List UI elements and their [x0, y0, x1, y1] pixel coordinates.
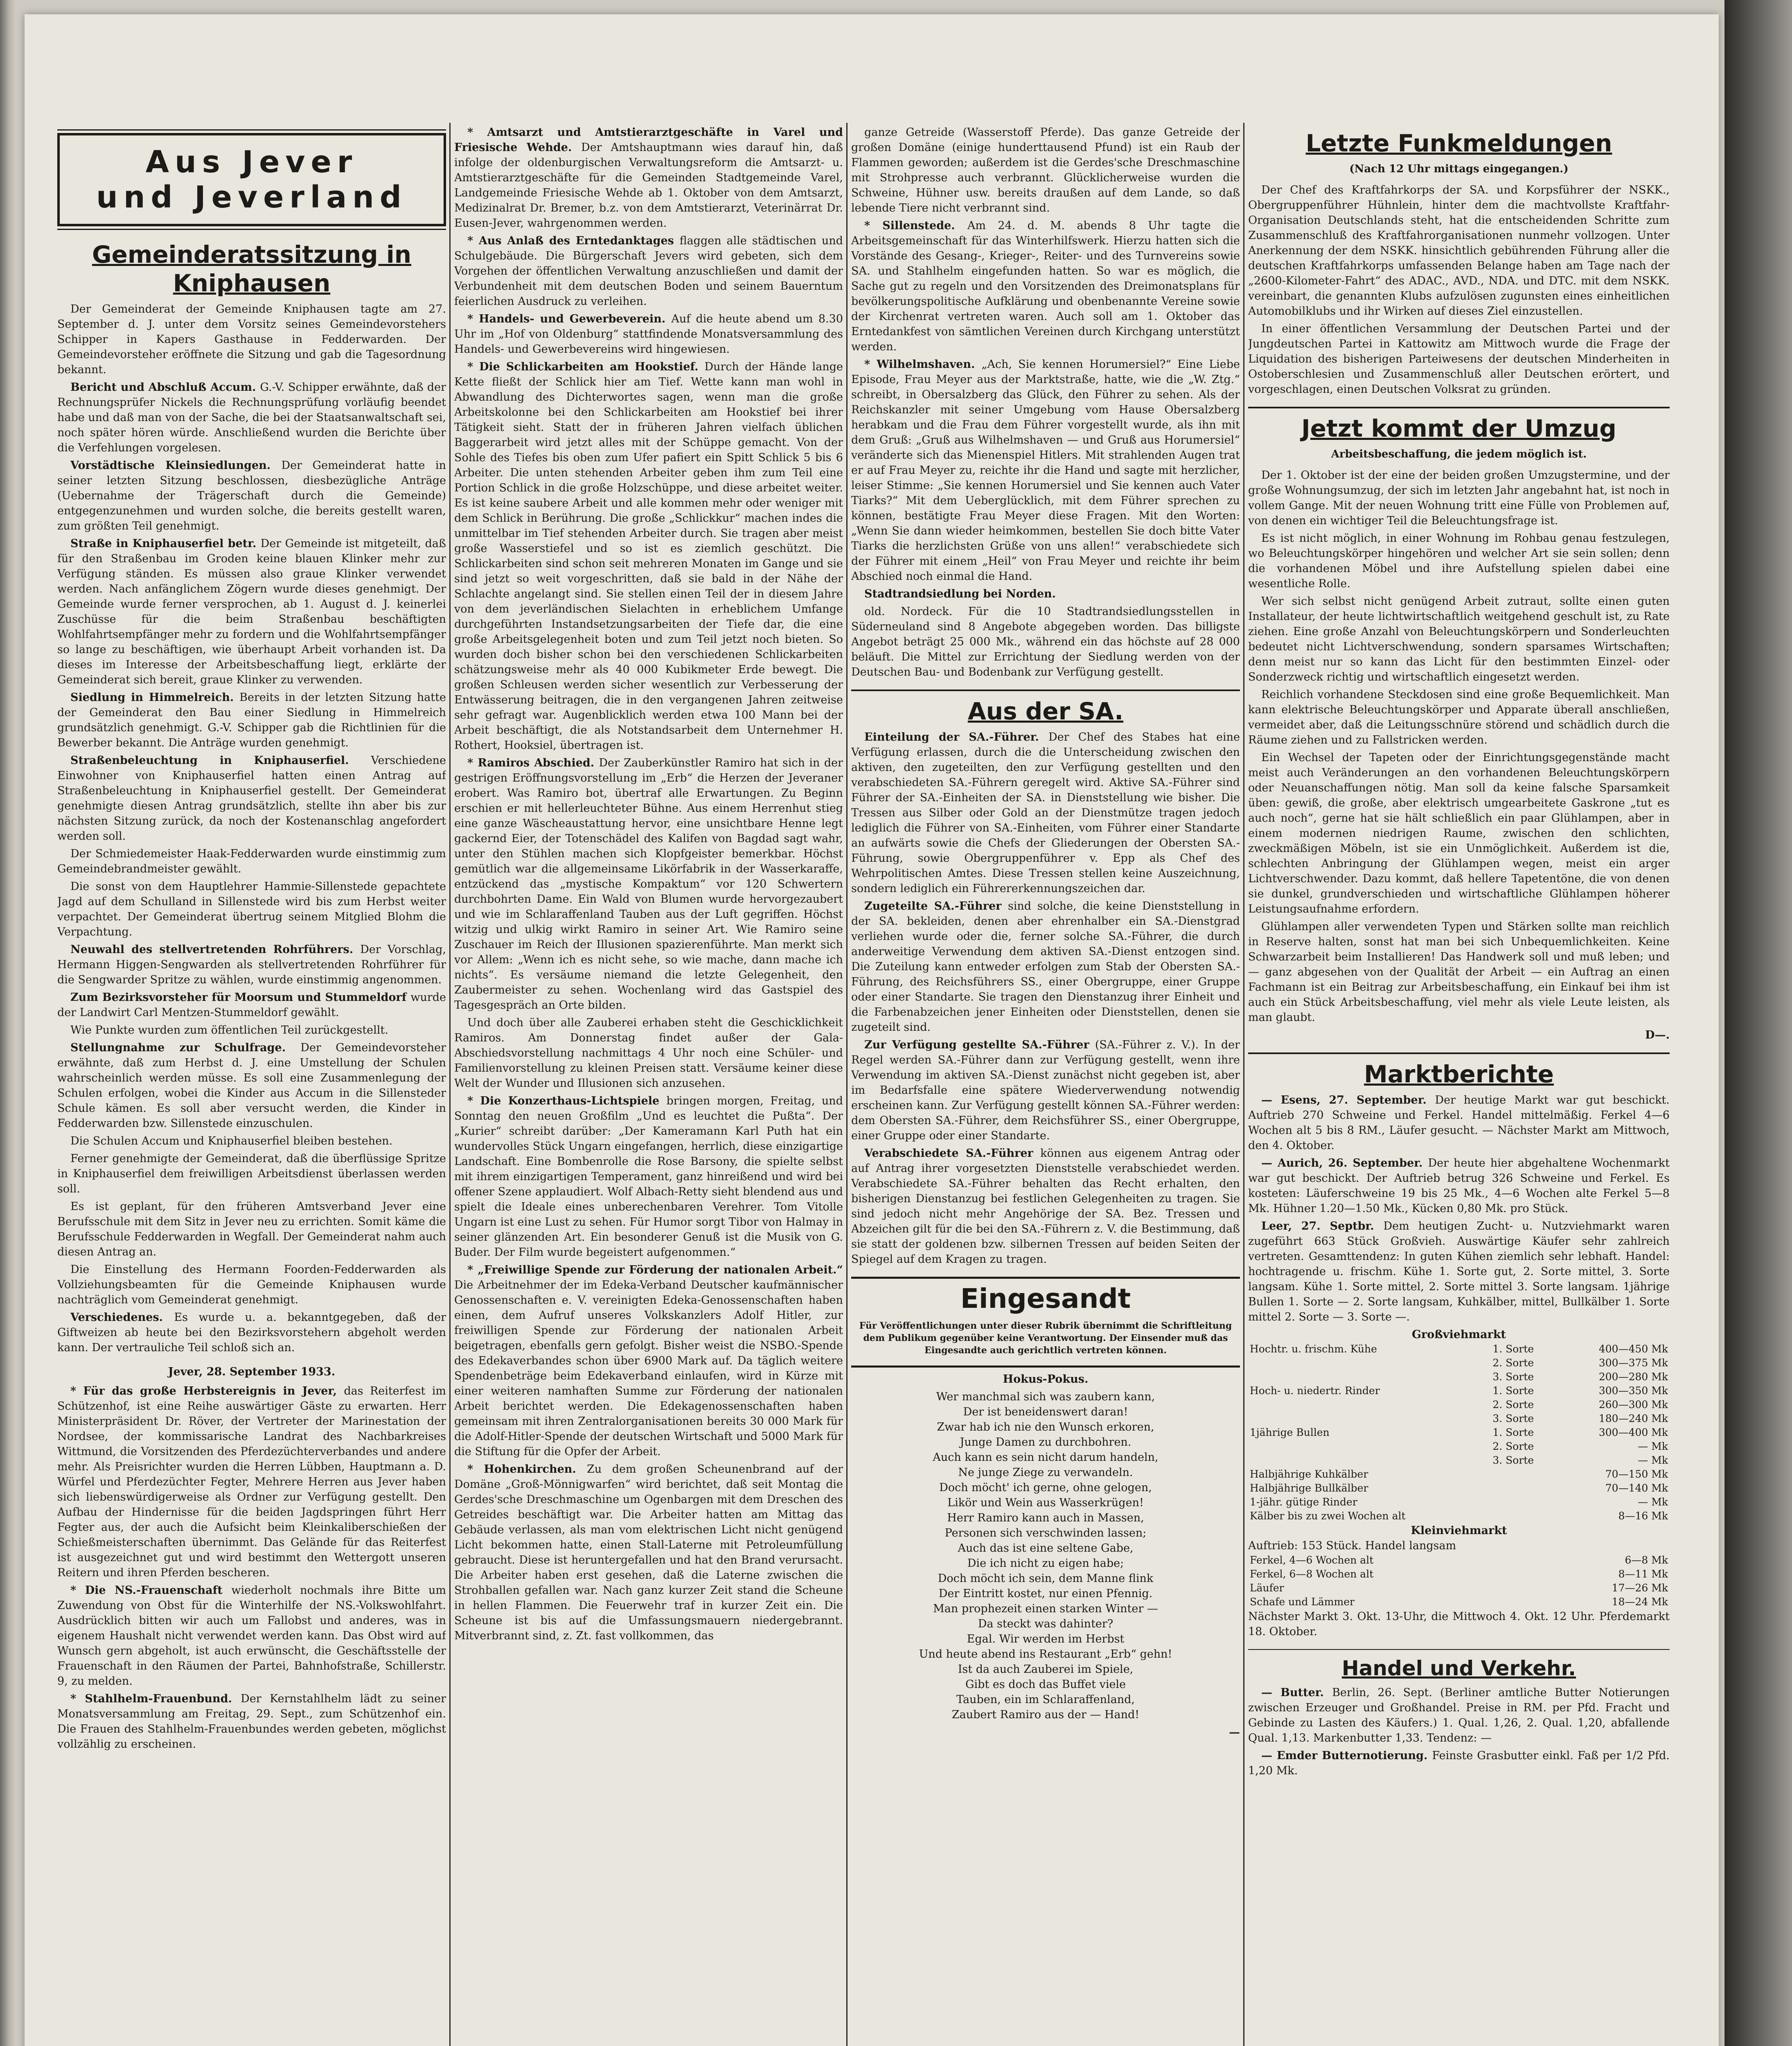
paragraph-text: old. Nordeck. Für die 10 Stadtrandsiedlungsstellen in Süderneuland sind 8 Angebote abgegeben worden. Das billigste Angebot beträgt 25 000 Mk., während ein das höchste auf 28 000 beläuft. Die Mittel zur Errichtung der Siedlung werden von der Deutschen Bau- und Bodenbank zur Verfügung gestellt. [851, 605, 1240, 678]
table-row [1248, 1356, 1670, 1370]
paragraph-text: Wie Punkte wurden zum öffentlichen Teil zurückgestellt. [70, 1024, 388, 1037]
paragraph [454, 1462, 843, 1643]
paragraph-kicker: Bericht und Abschluß Accum. [70, 381, 260, 394]
cattle-price-table [1248, 1342, 1670, 1523]
paragraph [454, 125, 843, 231]
table-cell: 300—400 Mk [1598, 1426, 1668, 1438]
paragraph-kicker: Neuwahl des stellvertretenden Rohrführers. [70, 943, 361, 956]
table-cell: — Mk [1638, 1440, 1668, 1452]
paragraph-text: Bereits in der letzten Sitzung hatte der Gemeinderat den Bau einer Siedlung in Himmelreich grundsätzlich genehmigt. G.-V. Schipper gab die Richtlinien für die Bewerber bekannt. Die Anträge wurden genehmigt. [57, 691, 446, 749]
paragraph [57, 1262, 446, 1307]
poem-line: Tauben, ein im Schlaraffenland, [956, 1693, 1135, 1706]
section-rule [1248, 1052, 1670, 1054]
letters-disclaimer: Für Veröffentlichungen unter dieser Rubrik übernimmt die Schriftleitung dem Publikum gegenüber keine Verantwortung. Der Einsender muß das Eingesandte auch gerichtlich vertreten können. [859, 1320, 1232, 1356]
paragraph-text: Es wurde u. a. bekanntgegeben, daß der Giftweizen ab heute bei den Bezirksvorstehern abgeholt werden kann. Der vertrauliche Teil schloß sich an. [57, 1311, 446, 1354]
poem-line: Man prophezeit einen starken Winter — [933, 1602, 1158, 1615]
table-row [1248, 1467, 1670, 1481]
table-row [1248, 1342, 1670, 1356]
table-cell: 3. Sorte [1492, 1454, 1534, 1466]
table-cell [1248, 1440, 1491, 1453]
paragraph [851, 218, 1240, 354]
paragraph-kicker: * Für das große Herbstereignis in Jever, [70, 1385, 344, 1397]
poem-signature: — [1229, 1726, 1240, 1739]
paragraph [851, 357, 1240, 584]
intro-paragraph: Der Gemeinderat der Gemeinde Kniphausen tagte am 27. September d. J. unter dem Vorsitz seines Gemeindevorstehers Schipper in Kapers Gasthause in Fedderwarden. Der Gemeindevorsteher eröffnete die Sitzung und gab die Tagesordnung bekannt. [57, 303, 446, 376]
paragraph [1248, 1156, 1670, 1216]
paragraph-kicker: * „Freiwillige Spende zur Förderung der nationalen Arbeit.“ [467, 1264, 843, 1276]
paragraph-text: Der Schmiedemeister Haak-Fedderwarden wurde einstimmig zum Gemeindebrandmeister gewählt. [57, 847, 446, 875]
paragraph-text: Die sonst von dem Hauptlehrer Hammie-Sillenstede gepachtete Jagd auf dem Schulland in Sillenstede wird bis zum Herbst weiter verpachtet. Der Gemeinderat übertrug seinem Mitglied Blohm die Verpachtung. [57, 880, 446, 938]
table-row [1248, 1370, 1670, 1384]
poem-line: Da steckt was dahinter? [978, 1618, 1114, 1630]
dateline: Jever, 28. September 1933. [168, 1366, 336, 1378]
table-cell: 260—300 Mk [1598, 1399, 1668, 1411]
paragraph-text: wiederholt nochmals ihre Bitte um Zuwendung von Obst für die Winterhilfe der NS.-Volkswohlfahrt. Ausdrücklich bitten wir auch um Fallobst und anderes, was in eigenem Haushalt nicht verwendet werden kann. Das Obst wird auf Wunsch gern abgeholt, ist auch erwünscht, die Geschäftsstelle der Frauenschaft in den Räumen der Partei, Bahnhofstraße, Schillerstr. 9, zu melden. [57, 1584, 446, 1688]
paragraph: Glühlampen aller verwendeten Typen und Stärken sollte man reichlich in Reserve halten, sonst hat man bei sich Unbequemlichkeiten. Keine Schwarzarbeit beim Installieren! Das Handwerk soll und muß leben; und — ganz abgesehen von der Qualität der Arbeit — ein Auftrag an einen Fachmann ist ein Beitrag zur Arbeitsbeschaffung, ein Einkauf bei ihm ist auch ein Stück Arbeitsbeschaffung, viel mehr als viele Leute leisten, als man glaubt. [1248, 920, 1670, 1024]
table-cell [1248, 1412, 1491, 1426]
poem-line: Egal. Wir werden im Herbst [967, 1633, 1125, 1645]
paragraph: In einer öffentlichen Versammlung der Deutschen Partei und der Jungdeutschen Partei in Kattowitz am Mittwoch wurde die Frage der Liquidation des bisherigen Parteiwesens der deutschen Minderheiten in Ostoberschlesien und Zusammenschluß aller Deutschen erörtert, und vorgeschlagen, einen Deutschen Volksrat zu gründen. [1248, 322, 1670, 396]
paragraph-kicker: Stellungnahme zur Schulfrage. [70, 1041, 301, 1054]
table-cell: 200—280 Mk [1598, 1371, 1668, 1383]
paragraph-kicker: * Die Konzerthaus-Lichtspiele [467, 1095, 667, 1107]
table-cell: Halbjährige Bullkälber [1250, 1482, 1368, 1494]
radio-news [1248, 183, 1670, 397]
table-row [1248, 1481, 1670, 1495]
table-cell: 1-jähr. gütige Rinder [1250, 1496, 1357, 1508]
small-livestock-table [1248, 1553, 1670, 1609]
paragraph-kicker: Einteilung der SA.-Führer. [864, 731, 1048, 744]
paragraph: Der Chef des Kraftfahrkorps der SA. und Korpsführer der NSKK., Obergruppenführer Hühnlein, hinter dem die machtvollste Kraftfahr-Organisation Deutschlands steht, hat die entscheidenden Schritte zum Zusammenschluß des Kraftfahrorganisationen nunmehr vollzogen. Unter Anerkennung der dem NSKK. hinsichtlich gebührenden Führung aller die deutschen Kraftfahrkorps umfassenden Belange haben am Tage nach der „2600-Kilometer-Fahrt“ des ADAC., AVD., NDA. und DTC. mit dem NSKK. vereinbart, die genannten Klubs aufzulösen zugunsten eines einheitlichen Automobilklubs und ihr Wirken auf dieses Ziel einzustellen. [1248, 184, 1670, 318]
paragraph-kicker: * Wilhelmshaven. [864, 358, 982, 371]
paragraph-kicker: — Emder Butternotierung. [1261, 1749, 1432, 1762]
paragraph [851, 604, 1240, 680]
poem-line: Personen sich verschwinden lassen; [944, 1527, 1147, 1539]
table-cell: Schafe und Lämmer [1250, 1596, 1355, 1608]
table-cell: Hoch- u. niedertr. Rinder [1250, 1385, 1380, 1397]
paragraph-text: flaggen alle städtischen und Schulgebäude. Die Bürgerschaft Jevers wird gebeten, sich dem Vorgehen der öffentlichen Verwaltung anzuschließen und damit der Verbundenheit mit dem deutschen Boden und seinem Bauerntum feierlichen Ausdruck zu verleihen. [454, 234, 843, 308]
paragraph-kicker: Verschiedenes. [70, 1311, 174, 1324]
section-rule [1248, 1649, 1670, 1650]
table-cell: 180—240 Mk [1598, 1413, 1668, 1424]
paragraph-kicker: * Hohenkirchen. [467, 1463, 587, 1476]
paragraph-text: Dem heutigen Zucht- u. Nutzviehmarkt waren zugeführt 663 Stück Großvieh. Auswärtige Käufer sehr zahlreich vertreten. Gesamttendenz: In guten Kühen ziemlich sehr lebhaft. Handel: hochtragende u. frischm. Kühe 1. Sorte gut, 2. Sorte mittel, 3. Sorte langsam. Kühe 1. Sorte mittel, 2. Sorte mittel 3. Sorte langsam. 1jährige Bullen 1. Sorte — 2. Sorte langsam, Kuhkälber, mittel, Bullkälber 1. Sorte mittel 2. Sorte — 3. Sorte —. [1248, 1220, 1670, 1323]
paragraph [57, 1199, 446, 1260]
paragraph-kicker: Verabschiedete SA.-Führer [864, 1147, 1041, 1160]
table-cell: — Mk [1638, 1496, 1668, 1508]
paragraph [57, 1583, 446, 1689]
paragraph [1248, 1685, 1670, 1746]
paragraph-text: Die Einstellung des Hermann Foorden-Fedderwarden als Vollziehungsbeamten für die Gemeinde Kniphausen wurde nachträglich vom Gemeinderat genehmigt. [57, 1263, 446, 1306]
paragraph [454, 1093, 843, 1260]
market-note: Nächster Markt 3. Okt. 13-Uhr, die Mittwoch 4. Okt. 12 Uhr. Pferdemarkt 18. Oktober. [1248, 1610, 1670, 1638]
box-title-line: und Jeverland [96, 180, 407, 215]
poem-line: Ne junge Ziege zu verwandeln. [958, 1466, 1133, 1479]
table-cell: 2. Sorte [1492, 1399, 1534, 1411]
paragraph-kicker: * Aus Anlaß des Erntedanktages [467, 234, 680, 247]
section-headline: Jetzt kommt der Umzug [1301, 415, 1616, 442]
paragraph [1248, 1093, 1670, 1153]
paragraph-kicker: Siedlung in Himmelreich. [70, 691, 240, 704]
paragraph-kicker: Stadtrandsiedlung bei Norden. [864, 588, 1056, 600]
table-cell: 17—26 Mk [1612, 1582, 1668, 1594]
paragraph [57, 1384, 446, 1580]
paragraph: Reichlich vorhandene Steckdosen sind eine große Bequemlichkeit. Man kann elektrische Beleuchtungskörper und Apparate überall anschließen, vermeidet aber, daß die Leitungsschnüre störend und schädlich durch die Räume ziehen und zu Fallstricken werden. [1248, 688, 1670, 746]
table-cell: Kälber bis zu zwei Wochen alt [1250, 1510, 1406, 1522]
poem-line: Herr Ramiro kann auch in Massen, [947, 1512, 1144, 1524]
local-news [454, 125, 843, 1643]
table-cell: 70—150 Mk [1605, 1468, 1668, 1480]
table-cell [1248, 1356, 1491, 1370]
paragraph-kicker: Straßenbeleuchtung in Kniphauserfiel. [70, 754, 371, 767]
poem-title: Hokus-Pokus. [1003, 1373, 1089, 1386]
table-row [1248, 1553, 1670, 1567]
article-body [57, 380, 446, 1355]
paragraph [57, 1040, 446, 1131]
paragraph-text: bringen morgen, Freitag, und Sonntag den neuen Großfilm „Und es leuchtet die Pußta“. Der „Kurier“ schreibt darüber: „Der Kameramann Karl Puth hat ein wundervolles Stück Ungarn eingefangen, herrlich, diese einzigartige Landschaft. Eine Bombenrolle die Rose Barsony, die spielte selbst mit ihrem einzigartigen Temperament, ganz hinreißend und wird bei offener Szene applaudiert. Wolf Albach-Retty sieht blendend aus und spielt die Ideale eines unberechenbaren Verehrer. Tom Vitolle Ungarn ist eine Lust zu sehen. Für Humor sorgt Tibor von Halmay in seiner glänzenden Art. Ein besonderer Genuß ist die Musik von G. Buder. Der Film wurde begeistert aufgenommen.“ [454, 1095, 843, 1259]
poem-line: Doch möcht ich sein, dem Manne flink [938, 1572, 1154, 1585]
market-table-intro: Auftrieb: 153 Stück. Handel langsam [1248, 1539, 1456, 1552]
paragraph-kicker: Zur Verfügung gestellte SA.-Führer [864, 1039, 1095, 1051]
paragraph: Es ist nicht möglich, in einer Wohnung im Rohbau genau festzulegen, wo Beleuchtungskörper hingehören und welcher Art sie sein sollen; denn die vorhandenen Möbel und ihre Aufstellung spielen dabei eine wesentliche Rolle. [1248, 532, 1670, 590]
paragraph-text: Der Gemeinde ist mitgeteilt, daß für den Straßenbau im Groden keine blauen Klinker mehr zur Verfügung ständen. Es müssen also graue Klinker verwendet werden. Nach anfänglichem Zögern wurde dieses genehmigt. Der Gemeinde wurde ferner versprochen, ab 1. August d. J. keinerlei Zuschüsse für die beim Straßenbau beschäftigten Wohlfahrtsempfänger mehr zu fordern und die Wohlfahrtsempfänger so lange zu beschäftigen, wie überhaupt Arbeit vorhanden ist. Da dieses im Interesse der Arbeitsbeschaffung liegt, erklärte der Gemeinderat sich bereit, graue Klinker zu verwenden. [57, 537, 446, 686]
paragraph-kicker: * Ramiros Abschied. [467, 757, 599, 769]
paragraph-text: können aus eigenem Antrag oder auf Antrag ihrer vorgesetzten Dienststelle verabschiedet werden. Verabschiedete SA.-Führer behalten das Recht erhalten, den bisherigen Dienstanzug bei festlichen Gelegenheiten zu tragen. Sie sind jedoch nicht mehr Angehörige der SA. Bez. Tressen und Abzeichen gilt für die bei den SA.-Führern z. V. die Bestimmung, daß sie statt der goldenen bzw. silbernen Tressen auf beiden Seiten der Spiegel auf dem Kragen zu tragen. [851, 1147, 1240, 1266]
poem-line: Junge Damen zu durchbohren. [960, 1436, 1132, 1449]
table-cell: 70—140 Mk [1605, 1482, 1668, 1494]
paragraph [57, 990, 446, 1020]
table-cell: Ferkel, 6—8 Wochen alt [1250, 1568, 1374, 1580]
paragraph-text: Der Gemeinderat hatte in seiner letzten Sitzung beschlossen, diesbezügliche Anträge (Uebernahme der Trägerschaft durch die Gemeinde) entgegenzunehmen und wurden solche, die bereits gestellt waren, zum größten Teil genehmigt. [57, 459, 446, 532]
trade-reports [1248, 1685, 1670, 1778]
table-row [1248, 1581, 1670, 1595]
poem-line: Auch kann es sein nicht darum handeln, [933, 1451, 1159, 1464]
paragraph [57, 1151, 446, 1197]
paragraph-text: Feinste Grasbutter einkl. Faß per 1/2 Pfd. 1,20 Mk. [1248, 1749, 1670, 1777]
paragraph-text: ganze Getreide (Wasserstoff Pferde). Das ganze Getreide der großen Domäne (einige hunderttausend Pfund) ist ein Raub der Flammen geworden; außerdem ist die Gerdes'sche Dreschmaschine mit Strohpresse auch verbrannt. Glücklicherweise wurden die Schweine, Hühner usw. bereits draußen auf dem Lande, so daß lebende Tiere nicht verbrannt sind. [851, 126, 1240, 214]
table-cell: Halbjährige Kuhkälber [1250, 1468, 1368, 1480]
paragraph-kicker: — Butter. [1261, 1686, 1332, 1699]
table-cell: Läufer [1250, 1582, 1284, 1594]
poem-line: Likör und Wein aus Wasserkrügen! [947, 1496, 1144, 1509]
table-cell: Ferkel, 4—6 Wochen alt [1250, 1554, 1374, 1566]
table-cell [1491, 1467, 1559, 1481]
paragraph-text: sind solche, die keine Dienststellung in der SA. bekleiden, denen aber ehrenhalber ein SA.-Dienstgrad verliehen wurde oder die, ferner solche SA.-Führer, die durch anderweitige Verwendung dem aktiven SA.-Dienst entzogen sind. Die Zuteilung kann entweder erfolgen zum Stab der Obersten SA.-Führung, des Reichsführers SS., einer Obergruppe, einer Gruppe oder einer Standarte. Sie tragen den Dienstanzug ihrer Einheit und die Farbenabzeichen jener Einheiten oder Dienststellen, denen sie zugeteilt sind. [851, 900, 1240, 1034]
poem [851, 1389, 1240, 1722]
section-subheadline: Arbeitsbeschaffung, die jedem möglich ist. [1331, 448, 1587, 460]
table-cell: 2. Sorte [1492, 1440, 1534, 1452]
poem-line: Und heute abend ins Restaurant „Erb“ gehn! [919, 1648, 1172, 1661]
paragraph-text: Der Zauberkünstler Ramiro hat sich in der gestrigen Eröffnungsvorstellung im „Erb“ die Herzen der Jeveraner erobert. Was Ramiro bot, übertraf alle Erwartungen. Zu Beginn erschien er mit hellerleuchteter Bühne. Aus einem Herrenhut stieg eine ganze Wäscheaustattung hervor, eine unsichtbare Henne legt gackernd Eier, der Totenschädel des Kalifen von Bagdad sagt wahr, unter den Stühlen machen sich Klopfgeister bemerkbar. Höchst gemütlich war die allgemeinsame Likörfabrik in der Wasserkaraffe, entzückend das „mystische Kompaktum“ vor 120 Schwertern durchbohrten Dame. Ein Wald von Blumen wurde hervorgezaubert und wie im Schlaraffenland Tauben aus der Luft gegriffen. Höchst witzig und ulkig wirkt Ramiro in seiner Art. Wie Ramiro seine Zuschauer im Reich der Illusionen spazierenführte. Man merkt sich vor Allem: „Wenn ich es nicht sehe, so wie mache, dann mache ich nichts“. Es versäume niemand die letzte Gelegenheit, den Zaubermeister zu sehen. Wochenlang wird das Gastspiel des Tagesgespräch an Orte bilden. [454, 757, 843, 1012]
table-cell: Hochtr. u. frischm. Kühe [1250, 1343, 1377, 1355]
paragraph [454, 1015, 843, 1091]
paragraph-text: Die Schulen Accum und Kniphauserfiel bleiben bestehen. [70, 1135, 393, 1147]
poem-line: Der Eintritt kostet, nur einen Pfennig. [938, 1587, 1153, 1600]
book-binding [0, 0, 16, 2046]
table-cell: 3. Sorte [1492, 1371, 1534, 1383]
poem-line: Gibt es doch das Buffet viele [965, 1678, 1126, 1691]
headline: Gemeinderatssitzung in Kniphausen [92, 241, 412, 297]
paragraph-text: Ferner genehmigte der Gemeinderat, daß die überflüssige Spritze in Kniphauserfiel dem freiwilligen Arbeitsdienst überlassen werden soll. [57, 1152, 446, 1195]
poem-line: Zaubert Ramiro aus der — Hand! [951, 1708, 1140, 1721]
paragraph [57, 1310, 446, 1355]
table-cell: 18—24 Mk [1612, 1596, 1668, 1608]
section-subheadline: (Nach 12 Uhr mittags eingegangen.) [1349, 163, 1569, 175]
table-cell: 1. Sorte [1492, 1426, 1534, 1438]
table-cell: 8—16 Mk [1618, 1510, 1668, 1522]
paragraph-text: Und doch über alle Zauberei erhaben steht die Geschicklichkeit Ramiros. Am Donnerstag findet außer der Gala-Abschiedsvorstellung nachmittags 4 Uhr noch eine Schüler- und Familienvorstellung zu kleinen Preisen statt. Versäume keiner diese Welt der Wunder und Illusionen sich anzusehen. [454, 1016, 843, 1090]
paragraph [57, 690, 446, 750]
poem-line: Wer manchmal sich was zaubern kann, [936, 1390, 1155, 1403]
paragraph [851, 1146, 1240, 1267]
table-cell [1248, 1398, 1491, 1412]
paragraph [851, 730, 1240, 896]
poem-line: Auch das ist eine seltene Gabe, [958, 1542, 1134, 1555]
paragraph-kicker: * Stahlhelm-Frauenbund. [70, 1692, 241, 1705]
section-rule [1248, 407, 1670, 408]
paragraph-kicker: * Sillenstede. [864, 219, 967, 232]
table-cell: 6—8 Mk [1625, 1554, 1668, 1566]
paragraph-kicker: * Die Schlickarbeiten am Hookstief. [467, 361, 705, 373]
column-4 [1248, 125, 1670, 2046]
table-row [1248, 1412, 1670, 1426]
paragraph [1248, 1219, 1670, 1325]
poem-line: Der ist beneidenswert daran! [963, 1406, 1128, 1418]
table-row [1248, 1384, 1670, 1398]
paragraph-text: Der Gemeindevorsteher erwähnte, daß zum Herbst d. J. eine Umstellung der Schulen wahrscheinlich werden müsse. Es soll eine Zusammenlegung der Schulen erfolgen, wobei die Kinder aus Accum in die Sillensteder Schule kämen. Es soll aber versucht werden, die Kinder in Fedderwarden bzw. Sillenstede einzuschulen. [57, 1041, 446, 1130]
paragraph-text: das Reiterfest im Schützenhof, ist eine Reihe auswärtiger Gäste zu erwarten. Herr Ministerpräsident Dr. Röver, der Vertreter der Marinestation der Nordsee, der kommissarische Landrat des Nachbarkreises Wittmund, die Vorsitzenden des Pferdezüchterverbandes und andere mehr. Als Preisrichter wurden die Herren Lübben, Hauptmann a. D. Würfel und Pferdezüchter Fegter, Mehrere Herren aus Jever haben sich liebenswürdigerweise als Ordner zur Verfügung gestellt. Den Aufbau der Hindernisse für die beiden Jagdspringen führt Herr Fegter aus, der auch die Aufsicht beim Kleinkaliberschießen der Schießmeisterschaften übernimmt. Das Gelände für das Reiterfest ist ausgezeichnet gut und wird bestimmt den Wettergott unseren Reitern und ihren Pferden bescheren. [57, 1385, 446, 1579]
paragraph [57, 1691, 446, 1752]
paragraph-text: Die Arbeitnehmer der im Edeka-Verband Deutscher kaufmännischer Genossenschaften e. V. vereinigten Edeka-Genossenschaften haben einen, dem Aufruf unseres Volkskanzlers Adolf Hitler, zur freiwilligen Spende zur Förderung der nationalen Arbeit beigetragen, ebenfalls gern gefolgt. Bisher weist die NSBO.-Spende des Edekaverbandes schon über 6900 Mark auf. Da täglich weitere Spendenbeträge beim Edekaverband einlaufen, wird in Kürze mit einer weiteren namhaften Summe zur Förderung der nationalen Arbeit berichtet werden. Die Edekagenossenschaften haben gemeinsam mit ihren Zentralorganisationen bereits 30 000 Mark für die Adolf-Hitler-Spende der deutschen Wirtschaft und 5000 Mark für die Stiftung für die Opfer der Arbeit. [454, 1279, 843, 1458]
section-box-title [57, 133, 446, 226]
paragraph [57, 753, 446, 844]
paragraph-text: wurde der Landwirt Carl Mentzen-Stummeldorf gewählt. [57, 991, 446, 1019]
table-row [1248, 1440, 1670, 1453]
paragraph [851, 586, 1240, 602]
paragraph-text: Am 24. d. M. abends 8 Uhr tagte die Arbeitsgemeinschaft für das Winterhilfswerk. Hierzu hatten sich die Vorstände des Gesang-, Krieger-, Reiter- und des Turnvereins sowie SA. und Stahlhelm eingefunden hatten. So war es möglich, die Sache gut zu regeln und den Vorsitzenden des Dreimonatsplans für bevölkerungspolitische Aufklärung und obenbenannte Vereine sowie der Kirchenrat vertreten waren. Auch soll am 1. Oktober das Erntedankfest von sämtlichen Vereinen durch Kirchgang unterstützt werden. [851, 219, 1240, 353]
column-rule [846, 123, 848, 2046]
section-headline: Letzte Funkmeldungen [1305, 129, 1612, 157]
article-body [1248, 468, 1670, 1025]
paragraph-kicker: Zum Bezirksvorsteher für Moorsum und Stummeldorf [70, 991, 411, 1004]
market-table-title: Kleinviehmarkt [1411, 1524, 1507, 1537]
paragraph [454, 311, 843, 357]
page-edge [1724, 0, 1792, 2046]
local-news [57, 1384, 446, 1752]
table-cell: 1. Sorte [1492, 1343, 1534, 1355]
paragraph-kicker: — Aurich, 26. September. [1261, 1157, 1428, 1169]
paragraph-text: G.-V. Schipper erwähnte, daß der Rechnungsprüfer Nickels die Rechnungsprüfung vorläufig beendet habe und daß man von der Sache, die bei der Staatsanwaltschaft sei, noch später hören würde. Anschließend wurden die Berichte über die Verfehlungen vorgelesen. [57, 381, 446, 454]
market-table-title: Großviehmarkt [1411, 1328, 1506, 1341]
paragraph [57, 458, 446, 534]
paragraph-kicker: * Die NS.-Frauenschaft [70, 1584, 232, 1597]
paragraph-text: Der heutige Markt war gut beschickt. Auftrieb 270 Schweine und Ferkel. Handel mittelmäßig. Ferkel 4—6 Wochen alt 5 bis 8 RM., Läufer gesucht. — Nächster Markt am Mittwoch, den 4. Oktober. [1248, 1094, 1670, 1152]
section-headline: Aus der SA. [967, 697, 1124, 725]
paragraph [57, 1133, 446, 1149]
paragraph-text: Der Kernstahlhelm lädt zu seiner Monatsversammlung am Freitag, 29. Sept., zum Schützenhof ein. Die Frauen des Stahlhelm-Frauenbundes werden gebeten, möglichst vollzählig zu erscheinen. [57, 1692, 446, 1751]
paragraph-text: Durch der Hände lange Kette fließt der Schlick hier am Tief. Wette kann man wohl in Abwandlung des Dichterwortes sagen, wenn man die große Arbeitskolonne bei den Schlickarbeiten am Hookstief bei ihrer Tätigkeit sieht. Statt der in früheren Jahren vielfach üblichen Baggerarbeit wird jetzt alles mit der Schüppe gemacht. Von der Sohle des Tiefes bis oben zum Ufer pafiert ein Spitt Schlick 5 bis 6 Arbeiter. Die unten stehenden Arbeiter geben ihm zum Teil eine Portion Schlick in die große Holzschüppe, und diese arbeitet weiter. Es ist keine saubere Arbeit und alle kommen mehr oder weniger mit dem Schlick in Berührung. Die große „Schlickkur“ machen indes die unmittelbar im Tief stehenden Arbeiter durch. Sie tragen aber meist große Wasserstiefel und so ist es ziemlich geschützt. Die Schlickarbeiten sind schon seit mehreren Monaten im Gange und sie sind jetzt so weit vorgeschritten, daß sie bald in der Nähe der Schlachte angelangt sind. Sie stellen einen Teil der in diesem Jahre von dem jeverländischen Sielachten in erheblichem Umfange durchgeführten Instandsetzungsarbeiten der Tiefe dar, die eine große Arbeitsgelegenheit boten und zum Teil jetzt noch bieten. So wurden doch bisher schon bei den verschiedenen Schlickarbeiten schätzungsweise mehr als 40 000 Kubikmeter Erde bewegt. Die großen Schleusen werden sicher wesentlich zur Verbesserung der Entwässerung beitragen, die in den vergangenen Jahren zeitweise sehr gefragt war. Augenblicklich werden etwa 100 Mann bei der Arbeit beschäftigt, die als Notstandsarbeit dem Unternehmer H. Rothert, Hooksiel, übertragen ist. [454, 361, 843, 752]
poem-line: Die ich nicht zu eigen habe; [967, 1557, 1124, 1570]
column-3 [851, 125, 1240, 2046]
paragraph-kicker: — Esens, 27. September. [1261, 1094, 1435, 1106]
article-signature: D—. [1645, 1029, 1670, 1041]
table-cell: 400—450 Mk [1598, 1343, 1668, 1355]
paragraph-text: Berlin, 26. Sept. (Berliner amtliche Butter Notierungen zwischen Erzeuger und Großhandel. Preise in RM. per Pfd. Fracht und Gebinde zu Lasten des Käufers.) 1. Qual. 1,26, 2. Qual. 1,20, abfallende Qual. 1,13. Markenbutter 1,33. Tendenz: — [1248, 1686, 1670, 1744]
paragraph-text: „Ach, Sie kennen Horumersiel?“ Eine Liebe Episode, Frau Meyer aus der Marktstraße, hatte, wie die „W. Ztg.“ schreibt, in Obersalzberg das Glück, den Führer zu sehen. Als der Reichskanzler mit seiner Umgebung vom Hause Obersalzberg herabkam und die Frau dem Führer vorgestellt wurde, als ihn mit dem Gruß: „Gruß aus Wilhelmshaven — und Gruß aus Horumersiel“ veränderte sich das Mienenspiel Hitlers. Mit strahlenden Augen trat er auf Frau Meyer zu, reichte ihr die Hand und sagte mit herzlicher, leiser Stimme: „Sie kennen Horumersiel und Sie kennen auch Vater Tiarks?“ Mit dem Ueberglücklich, mit dem Führer sprechen zu können, bestätigte Frau Meyer diese Fragen. Mit den Worten: „Wenn Sie dann wieder heimkommen, bestellen Sie doch bitte Vater Tiarks die herzlichsten Grüße von uns allen!“ verabschiedete sich der Führer mit einem „Heil“ von Frau Meyer und reichte ihr beim Abschied noch einmal die Hand. [851, 358, 1240, 583]
paragraph [454, 1262, 843, 1459]
paragraph-text: Verschiedene Einwohner von Kniphauserfiel hatten einen Antrag auf Straßenbeleuchtung in Kniphauserfiel gestellt. Der Gemeinderat genehmigte diesen Antrag grundsätzlich, stellte ihn aber bis zur nächsten Sitzung zurück, da noch der Kostenanschlag angefordert werden soll. [57, 754, 446, 843]
poem-line: Ist da auch Zauberei im Spiele, [958, 1663, 1134, 1676]
table-cell: 300—350 Mk [1598, 1385, 1668, 1397]
table-cell [1248, 1370, 1491, 1384]
paragraph [454, 359, 843, 753]
paragraph [57, 942, 446, 987]
paragraph [851, 1037, 1240, 1143]
paragraph [1248, 1748, 1670, 1778]
paragraph: Der 1. Oktober ist der eine der beiden großen Umzugstermine, und der große Wohnungsumzug, der sich im letzten Jahr angebahnt hat, ist noch in vollem Gange. Mit der neuen Wohnung tritt eine Fülle von Problemen auf, von denen ein wichtiger Teil die Beleuchtungsfrage ist. [1248, 469, 1670, 527]
table-row [1248, 1567, 1670, 1581]
paragraph-text: Der Amtshauptmann wies darauf hin, daß infolge der oldenburgischen Verwaltungsreform die Amtsarzt- u. Amtstierarztgeschäfte für die Gemeinden Stadtgemeinde Varel, Landgemeinde Friesische Wehde ab 1. Oktober von dem Amtsarzt, Medizinalrat Dr. Bremer, b.z. von dem Amtstierarzt, Veterinärrat Dr. Eusen-Jever, wahrgenommen werden. [454, 141, 843, 230]
section-headline: Handel und Verkehr. [1341, 1656, 1576, 1680]
paragraph [57, 846, 446, 877]
column-2 [454, 125, 843, 2046]
paragraph-text: Der heute hier abgehaltene Wochenmarkt war gut beschickt. Der Auftrieb betrug 326 Schweine und Ferkel. Es kosteten: Läuferschweine 19 bis 25 Mk., 4—6 Wochen alte Ferkel 5—8 Mk. Hühner 1.20—1.50 Mk., Kücken 0,80 Mk. pro Stück. [1248, 1157, 1670, 1215]
table-cell: 300—375 Mk [1598, 1357, 1668, 1369]
paragraph [57, 1023, 446, 1038]
market-reports [1248, 1093, 1670, 1325]
table-row [1248, 1426, 1670, 1440]
table-cell: — Mk [1638, 1454, 1668, 1466]
paragraph: Wer sich selbst nicht genügend Arbeit zutraut, sollte einen guten Installateur, der heute lichtwirtschaftlich weitgehend geschult ist, zu Rate ziehen. Eine große Anzahl von Beleuchtungskörpern und Sonderleuchten bedeutet nicht Lichtverschwendung, sondern sparsames Wirtschaften; denn meist nur so kann das Licht für den bestimmten Einzel- oder Sonderzweck richtig und wirtschaftlich eingesetzt werden. [1248, 595, 1670, 683]
paragraph-text: (SA.-Führer z. V.). In der Regel werden SA.-Führer dann zur Verfügung gestellt, wenn ihre Verwendung im aktiven SA.-Dienst zunächst nicht gegeben ist, aber im Bedarfsfalle eine spätere Wiederverwendung notwendig erscheinen kann. Zur Verfügung gestellt können SA.-Führer werden: dem Obersten SA.-Führer, dem Reichsführer SS., einer Obergruppe, einer Gruppe oder einer Standarte. [851, 1039, 1240, 1142]
paragraph [57, 536, 446, 687]
table-cell: 2. Sorte [1492, 1357, 1534, 1369]
paragraph-kicker: * Amtsarzt und Amtstierarztgeschäfte in Varel und Friesische Wehde. [454, 126, 843, 154]
paragraph-text: Der Vorschlag, Hermann Higgen-Sengwarden als stellvertretenden Rohrführer für die Sengwarder Spritze zu wählen, wurde einstimmig angenommen. [57, 943, 446, 986]
letters-section [851, 1277, 1240, 1368]
table-cell: 1jährige Bullen [1250, 1426, 1330, 1438]
table-cell [1248, 1453, 1491, 1467]
letters-title: Eingesandt [960, 1283, 1131, 1314]
paragraph [454, 233, 843, 309]
paragraph [57, 879, 446, 940]
paragraph-text: Zu dem großen Scheunenbrand auf der Domäne „Groß-Mönnigwarfen“ wird berichtet, daß seit Montag die Gerdes'sche Dreschmaschine um Ogenbargen mit dem Dreschen des Getreides beschäftigt war. Die Arbeiter hatten am Mittag das Gebäude verlassen, als man vom elektrischen Licht nicht genügend Licht bekommen hatte, einen Stall-Laterne mit Petroleumfüllung gebraucht. Diese ist heruntergefallen und hat den Brand verursacht. Die Arbeiter haben erst gesehen, daß die Laterne zwischen die Strohballen gefallen war. Nach ganz kurzer Zeit stand die Scheune in hellen Flammen. Die Feuerwehr traf in kurzer Zeit ein. Die Scheune ist bis auf die Umfassungsmauern niedergebrannt. Mitverbrannt sind, z. Zt. fast vollkommen, das [454, 1463, 843, 1642]
table-cell: 8—11 Mk [1618, 1568, 1668, 1580]
paragraph-kicker: Vorstädtische Kleinsiedlungen. [70, 459, 282, 472]
paragraph [454, 755, 843, 1013]
table-row [1248, 1509, 1670, 1523]
paragraph-text: Es ist geplant, für den früheren Amtsverband Jever eine Berufsschule mit dem Sitz in Jever neu zu errichten. Somit käme die Berufsschule Fedderwarden in Wegfall. Der Gemeinderat nahm auch diesen Antrag an. [57, 1200, 446, 1258]
table-cell: 1. Sorte [1492, 1385, 1534, 1397]
box-title-line: Aus Jever [145, 144, 358, 180]
paragraph [851, 125, 1240, 216]
local-news [851, 125, 1240, 680]
section-rule [851, 690, 1240, 691]
table-cell [1491, 1481, 1559, 1495]
paragraph-kicker: Leer, 27. Septbr. [1261, 1220, 1384, 1233]
paragraph [57, 380, 446, 455]
table-row [1248, 1398, 1670, 1412]
poem-line: Zwar hab ich nie den Wunsch erkoren, [937, 1421, 1154, 1433]
section-headline: Marktberichte [1364, 1060, 1554, 1088]
paragraph-text: Der Chef des Stabes hat eine Verfügung erlassen, durch die die Unterscheidung zwischen den aktiven, den zugeteilten, den zur Verfügung gestellten und den verabschiedeten SA.-Führern geregelt wird. Aktive SA.-Führer sind Führer der SA.-Einheiten der SA. in Dienststellung wie bisher. Die Tressen aus Silber oder Gold an der Dienstmütze tragen jedoch lediglich die Führer von SA.-Einheiten, vom Führer einer Standarte an aufwärts sowie die Chefs der Gliederungen der Obersten SA.-Führung, sowie Obergruppenführer v. Epp als Chef des Wehrpolitischen Amtes. Diese Tressen stellen keine Auszeichnung, sondern lediglich ein Führererkennungszeichen dar. [851, 731, 1240, 895]
table-row [1248, 1595, 1670, 1609]
paragraph-kicker: Zugeteilte SA.-Führer [864, 900, 1008, 913]
column-rule [1243, 123, 1244, 2046]
poem-line: Doch möcht' ich gerne, ohne gelogen, [939, 1481, 1152, 1494]
table-cell [1491, 1495, 1559, 1509]
table-cell [1491, 1509, 1559, 1523]
sa-article [851, 730, 1240, 1267]
paragraph-text: Auf die heute abend um 8.30 Uhr im „Hof von Oldenburg“ stattfindende Monatsversammlung des Handels- und Gewerbevereins wird hingewiesen. [454, 313, 843, 356]
column-1 [57, 125, 446, 2046]
paragraph-kicker: Straße in Kniphauserfiel betr. [70, 537, 261, 550]
paragraph [851, 899, 1240, 1035]
table-row [1248, 1495, 1670, 1509]
paragraph: Ein Wechsel der Tapeten oder der Einrichtungsgegenstände macht meist auch Veränderungen an den vorhandenen Beleuchtungskörpern oder Neuanschaffungen nötig. Man soll da keine falsche Sparsamkeit üben: gewiß, die große, aber elektrisch umgearbeitete Gaskrone „tut es auch noch“, gerne hat sie hält schließlich ein paar Glühlampen, aber in einem modernen niedrigen Raume, zwischen den schlichten, zweckmäßigen Möbeln, ist sie ein Unmöglichkeit. Außerdem ist die, schlechten Anbringung der Glühlampen wegen, meist ein arger Lichtverschwender. Dazu kommt, daß hellere Tapetentöne, die von denen sie dunkel, grundverschieden und wirtschaftliche Glühlampen höherer Leistungsaufnahme erfordern. [1248, 751, 1670, 915]
table-row [1248, 1453, 1670, 1467]
table-cell: 3. Sorte [1492, 1413, 1534, 1424]
paragraph-kicker: * Handels- und Gewerbeverein. [467, 313, 672, 325]
column-rule [449, 123, 451, 2046]
